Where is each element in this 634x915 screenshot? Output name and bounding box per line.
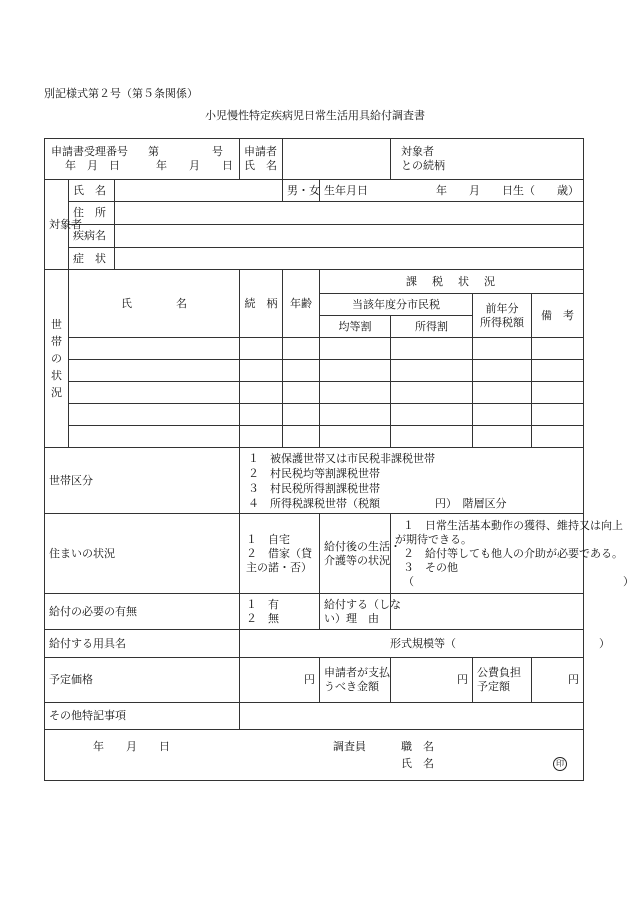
housing-option-rent[interactable]: ２ 借家（貸	[246, 546, 312, 560]
housing-option-own[interactable]: １ 自宅	[246, 532, 290, 546]
investigator-label: 調査員	[333, 740, 366, 753]
reason-label: 給付する（しな い）理 由	[320, 594, 391, 630]
other-notes-label: その他特記事項	[45, 703, 240, 730]
household-category-options[interactable]	[240, 448, 584, 514]
disease-field[interactable]	[115, 225, 584, 248]
equipment-spec-field[interactable]: 形式規模等（ ）	[240, 630, 584, 658]
seal-icon: 印	[553, 757, 567, 771]
prev-year-tax-header: 前年分 所得税額	[473, 294, 532, 338]
necessity-option-yes[interactable]: １ 有	[246, 597, 279, 611]
after-care-other-field[interactable]: （ ）	[403, 574, 634, 588]
household-section-label: 世帯の状況	[45, 270, 69, 448]
housing-option-rent-cont: 主の諾・否）	[246, 560, 312, 574]
reason-field[interactable]	[391, 594, 584, 630]
public-burden-field[interactable]: 円	[532, 658, 584, 703]
planned-price-field[interactable]: 円	[240, 658, 320, 703]
applicant-payment-label: 申請者が支払 うべき金額	[320, 658, 391, 703]
household-row[interactable]	[45, 426, 584, 448]
category-option[interactable]: １ 被保護世帯又は市民税非課税世帯	[248, 451, 435, 465]
household-relation-header: 続 柄	[240, 270, 283, 338]
housing-options[interactable]	[240, 514, 320, 594]
after-care-options[interactable]	[391, 514, 634, 594]
address-field[interactable]	[115, 202, 584, 225]
go-label: 号	[212, 145, 223, 158]
receipt-date-ymd: 年 月 日	[156, 159, 233, 172]
dai-label: 第	[148, 145, 159, 158]
equal-split-header: 均等割	[320, 316, 391, 338]
relation-label: 対象者 との続柄	[391, 139, 473, 180]
after-care-option-cont: が期待できる。	[395, 532, 472, 546]
necessity-options[interactable]	[240, 594, 320, 630]
address-label: 住 所	[69, 202, 115, 225]
receipt-label: 申請書受理番号	[51, 145, 128, 158]
receipt-date-label: 年 月 日	[65, 159, 120, 172]
category-option[interactable]: ４ 所得税課税世帯（税額 円） 階層区分	[248, 496, 507, 510]
necessity-option-no[interactable]: ２ 無	[246, 611, 279, 625]
symptom-field[interactable]	[115, 248, 584, 270]
after-care-label: 給付後の生活・ 介護等の状況	[320, 514, 391, 594]
income-split-header: 所得割	[391, 316, 473, 338]
disease-label: 疾病名	[69, 225, 115, 248]
subject-name-field[interactable]	[115, 180, 283, 202]
sex-selector[interactable]: 男・女	[283, 180, 320, 202]
subject-section-label: 対象者	[45, 180, 69, 270]
footer-date[interactable]: 年 月 日	[93, 740, 170, 753]
housing-label: 住まいの状況	[45, 514, 240, 594]
household-name-header: 氏 名	[69, 270, 240, 338]
relation-field[interactable]	[473, 139, 584, 180]
household-row[interactable]	[45, 360, 584, 382]
after-care-option[interactable]: ２ 給付等しても他人の介助が必要である。	[403, 546, 623, 560]
category-option[interactable]: ３ 村民税所得割課税世帯	[248, 481, 380, 495]
page-title: 小児慢性特定疾病児日常生活用具給付調査書	[205, 109, 425, 122]
applicant-payment-field[interactable]: 円	[391, 658, 473, 703]
symptom-label: 症 状	[69, 248, 115, 270]
household-row[interactable]	[45, 382, 584, 404]
city-tax-header: 当該年度分市民税	[320, 294, 473, 316]
necessity-label: 給付の必要の有無	[45, 594, 240, 630]
survey-form-table	[44, 138, 634, 781]
birth-label: 生年月日	[320, 180, 391, 202]
birth-date-field[interactable]: 年 月 日生（ 歳）	[391, 180, 584, 202]
footer-signature-area	[45, 730, 584, 781]
household-category-label: 世帯区分	[45, 448, 240, 514]
equipment-label: 給付する用具名	[45, 630, 240, 658]
household-row[interactable]	[45, 338, 584, 360]
other-notes-field[interactable]	[240, 703, 584, 730]
public-burden-label: 公費負担 予定額	[473, 658, 532, 703]
position-label: 職 名	[401, 740, 434, 753]
form-number: 別記様式第２号（第５条関係）	[44, 87, 198, 100]
category-option[interactable]: ２ 村民税均等割課税世帯	[248, 466, 380, 480]
applicant-name-field[interactable]	[283, 139, 391, 180]
after-care-option[interactable]: １ 日常生活基本動作の獲得、維持又は向上	[403, 518, 623, 532]
after-care-option[interactable]: ３ その他	[403, 560, 458, 574]
household-row[interactable]	[45, 404, 584, 426]
signer-name-label: 氏 名	[401, 757, 434, 770]
planned-price-label: 予定価格	[45, 658, 240, 703]
remarks-header: 備 考	[532, 294, 584, 338]
household-age-header: 年齢	[283, 270, 320, 338]
subject-name-label: 氏 名	[69, 180, 115, 202]
applicant-name-label: 申請者 氏 名	[240, 139, 283, 180]
receipt-number-cell[interactable]	[45, 139, 240, 180]
tax-status-header: 課 税 状 況	[320, 270, 584, 294]
